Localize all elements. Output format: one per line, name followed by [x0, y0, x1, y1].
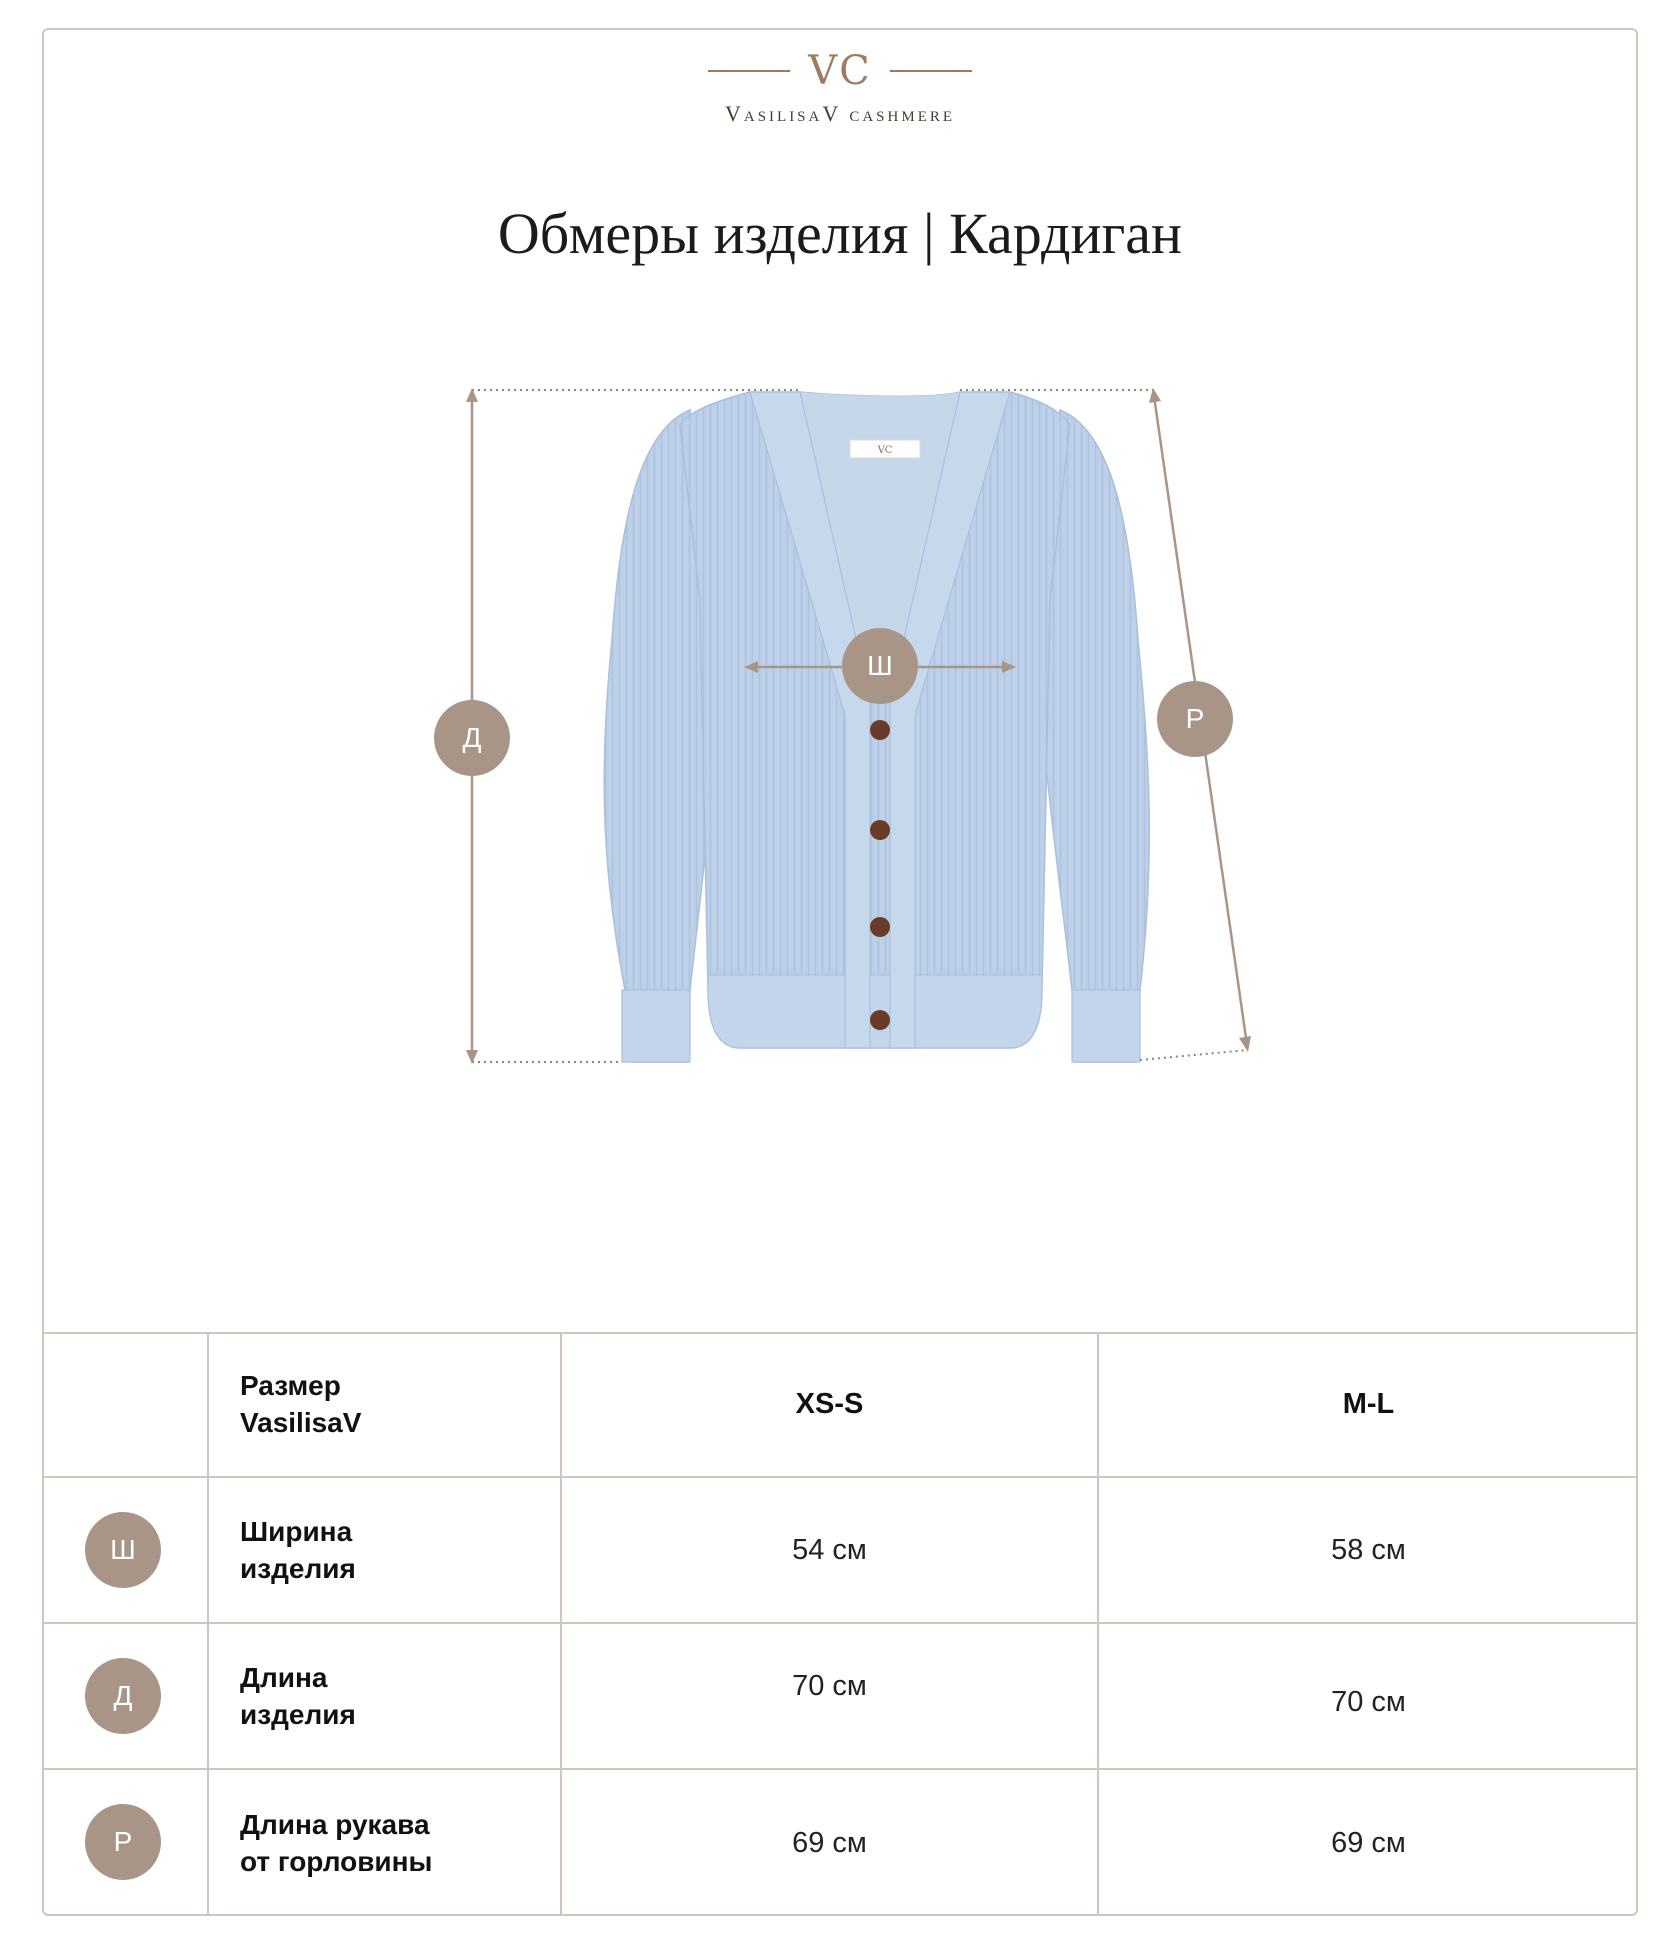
row-marker-width: Ш: [85, 1512, 161, 1588]
garment-label-text: VC: [877, 445, 893, 456]
length-arrowhead-bottom: [466, 1050, 478, 1064]
button-1: [870, 720, 890, 740]
header-size-label: [240, 1332, 361, 1476]
row-label-length: [240, 1624, 356, 1768]
value-length-m-l: 70 см: [1331, 1685, 1406, 1718]
row-label-width: [240, 1478, 356, 1622]
page-title: Обмеры изделия | Кардиган: [497, 201, 1183, 266]
button-4: [870, 1010, 890, 1030]
button-2: [870, 820, 890, 840]
table-col-rule: [207, 1332, 209, 1916]
button-3: [870, 917, 890, 937]
bottom-guide-right: [1140, 1050, 1248, 1060]
row-label-line2: от горловины: [240, 1846, 433, 1877]
row-label-line2: изделия: [240, 1553, 356, 1584]
logo-monogram: VC: [808, 48, 872, 94]
header-col-xs-s: XS-S: [795, 1387, 864, 1420]
row-marker-sleeve: Р: [85, 1804, 161, 1880]
row-label-line2: изделия: [240, 1699, 356, 1730]
value-width-m-l: 58 см: [1331, 1533, 1406, 1566]
header-col-m-l: M-L: [1342, 1387, 1395, 1420]
value-sleeve-m-l: 69 см: [1331, 1826, 1406, 1859]
row-label-line1: Ширина: [240, 1516, 353, 1547]
row-label-line1: Длина рукава: [240, 1809, 430, 1840]
header-size-label-line1: Размер: [240, 1370, 341, 1401]
logo-brand-name: VasilisaV cashmere: [724, 101, 956, 126]
row-marker-length: Д: [85, 1658, 161, 1734]
marker-length-badge: Д: [434, 700, 510, 776]
value-width-xs-s: 54 см: [792, 1533, 867, 1566]
length-arrowhead-top: [466, 388, 478, 402]
cardigan-right-cuff: [1072, 990, 1140, 1062]
row-label-sleeve: [240, 1770, 432, 1916]
value-length-xs-s: 70 см: [792, 1669, 867, 1702]
marker-width-badge: Ш: [842, 628, 918, 704]
marker-sleeve-badge: Р: [1157, 681, 1233, 757]
cardigan-left-cuff: [622, 990, 690, 1062]
sleeve-arrowhead-bottom: [1239, 1036, 1251, 1052]
value-sleeve-xs-s: 69 см: [792, 1826, 867, 1859]
header-size-label-line2: VasilisaV: [240, 1407, 362, 1438]
sleeve-arrowhead-top: [1149, 388, 1161, 403]
row-label-line1: Длина: [240, 1662, 328, 1693]
